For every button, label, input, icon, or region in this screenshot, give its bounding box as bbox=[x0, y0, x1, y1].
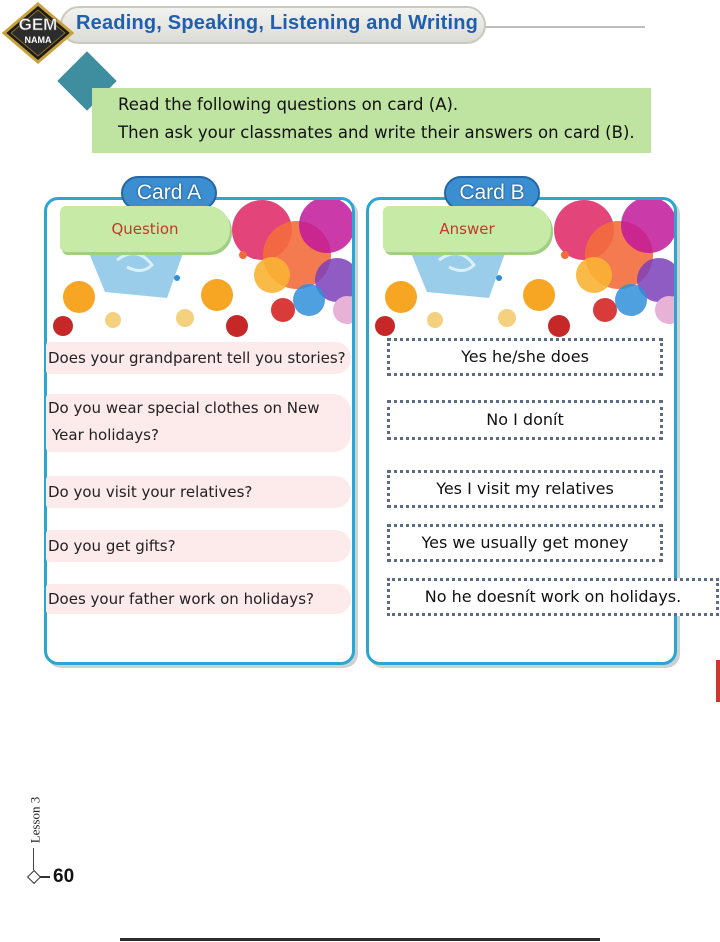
page-number: 60 bbox=[53, 866, 75, 887]
answer-3: Yes I visit my relatives bbox=[387, 470, 663, 508]
card-b-title: Card B bbox=[444, 176, 540, 210]
lesson-text: Lesson 3 bbox=[27, 796, 43, 844]
question-2-line-2: Year holidays? bbox=[52, 426, 159, 444]
page-diamond-icon bbox=[27, 870, 41, 884]
edge-marker bbox=[716, 660, 720, 702]
bottom-rule bbox=[120, 938, 600, 941]
question-2 bbox=[46, 394, 351, 452]
answer-1: Yes he/she does bbox=[387, 338, 663, 376]
instruction-line-1: Read the following questions on card (A). bbox=[118, 95, 459, 114]
card-a-title: Card A bbox=[121, 176, 217, 210]
question-ribbon: Question bbox=[60, 206, 230, 252]
logo-text: GEM bbox=[18, 15, 58, 34]
answer-4: Yes we usually get money bbox=[387, 524, 663, 562]
question-1: Does your grandparent tell you stories? bbox=[46, 342, 351, 374]
page-tick bbox=[40, 876, 50, 878]
question-3: Do you visit your relatives? bbox=[46, 476, 351, 508]
question-5: Does your father work on holidays? bbox=[46, 584, 351, 614]
instruction-line-2: Then ask your classmates and write their answers on card (B). bbox=[118, 123, 635, 142]
answer-5: No he doesnít work on holidays. bbox=[387, 578, 719, 616]
lesson-label bbox=[27, 790, 48, 850]
answer-2: No I donít bbox=[387, 400, 663, 440]
header-rule bbox=[480, 26, 645, 28]
question-2-line-1: Do you wear special clothes on New bbox=[48, 399, 320, 417]
question-4: Do you get gifts? bbox=[46, 530, 351, 562]
section-title: Reading, Speaking, Listening and Writing bbox=[76, 12, 479, 34]
logo-subtext: NAMA bbox=[24, 35, 52, 45]
lesson-rule bbox=[33, 848, 34, 870]
answer-ribbon: Answer bbox=[383, 206, 551, 252]
gem-nama-logo bbox=[2, 2, 74, 64]
